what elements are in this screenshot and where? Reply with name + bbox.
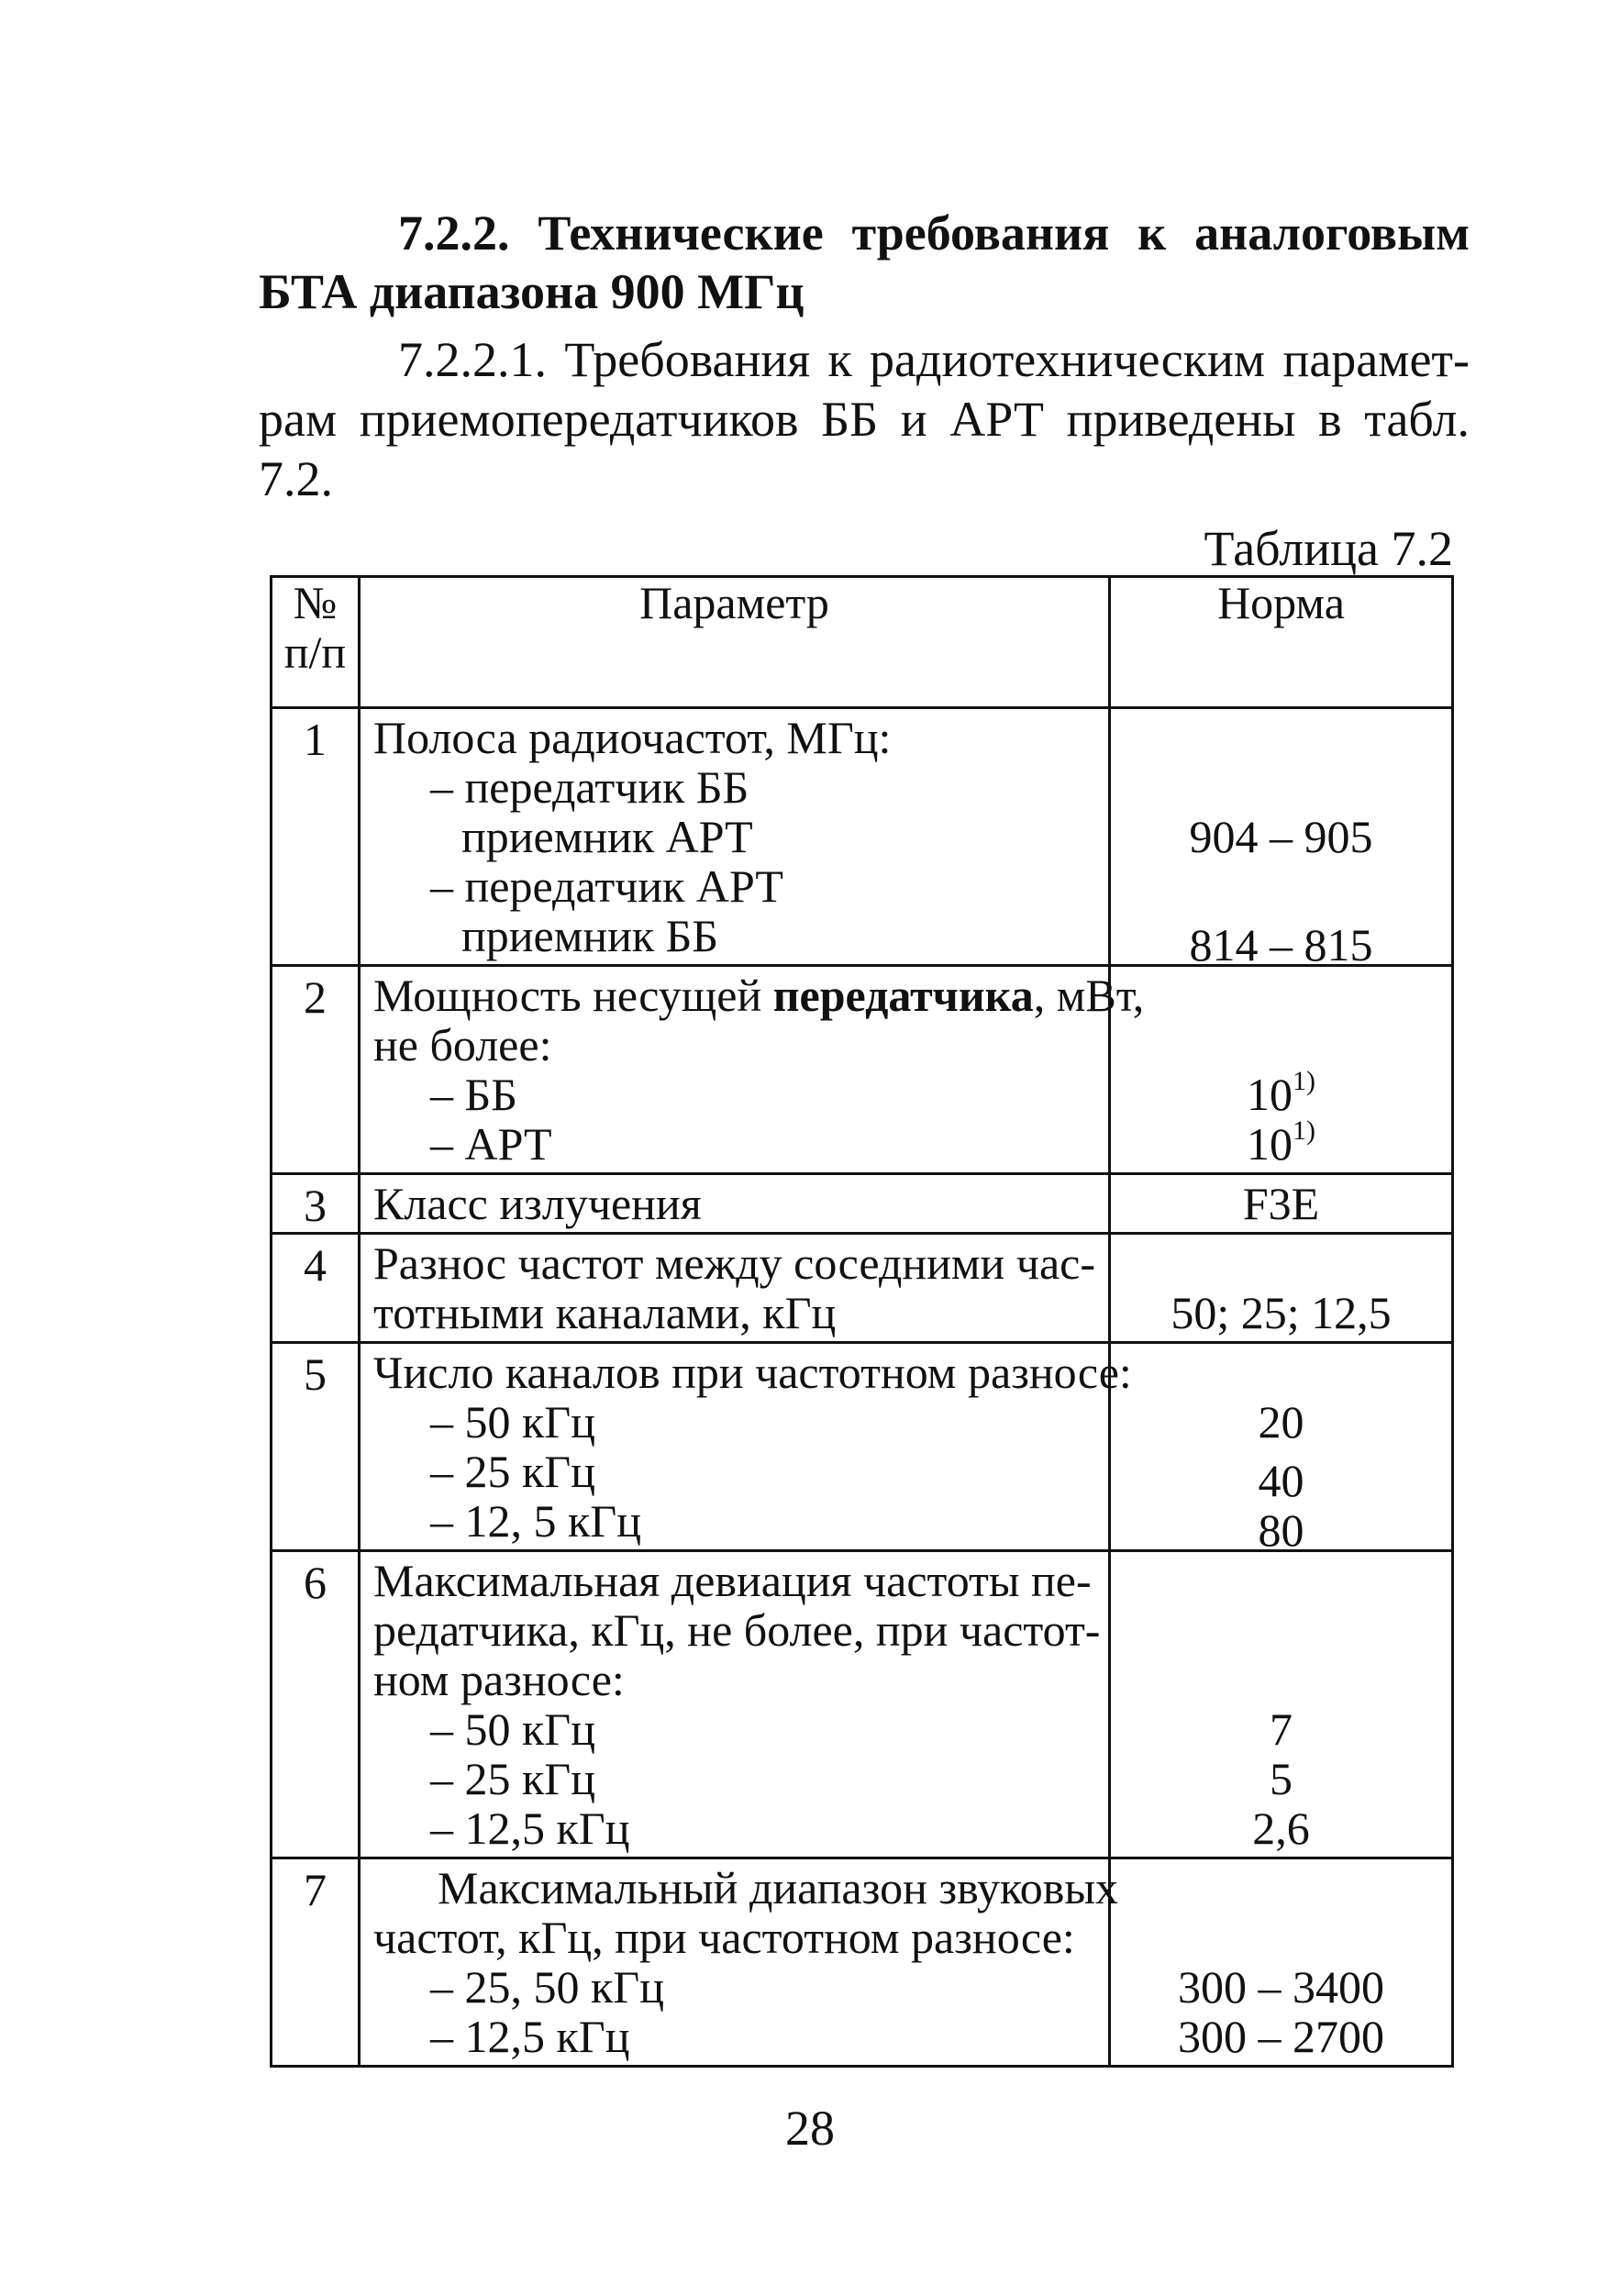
param-title: Число каналов при частотном разносе: bbox=[373, 1347, 1132, 1398]
header-norm: Норма bbox=[1110, 577, 1453, 708]
row-number: 2 bbox=[272, 966, 360, 1174]
row-norm bbox=[1110, 708, 1453, 971]
header-number-line2: п/п bbox=[283, 627, 347, 678]
header-parameter: Параметр bbox=[360, 577, 1110, 708]
header-number bbox=[272, 577, 360, 708]
norm-value: 5 bbox=[1270, 1753, 1293, 1804]
table-row bbox=[272, 966, 1453, 1174]
table-row bbox=[272, 1551, 1453, 1858]
param-title-cont: частот, кГц, при частотном разносе: bbox=[373, 1912, 1075, 1963]
param-sub: – 12,5 кГц bbox=[430, 2011, 630, 2062]
norm-value: 7 bbox=[1270, 1703, 1293, 1755]
param-sub: – 25 кГц bbox=[430, 1446, 595, 1497]
specification-table bbox=[270, 575, 1454, 2068]
row-norm bbox=[1110, 1174, 1453, 1234]
intro-paragraph: 7.2.2.1. Требования к радиотехническим парамет-рам приемопередатчиков ББ и АРТ приведены в табл. 7.2. bbox=[259, 332, 1470, 506]
row-number: 5 bbox=[272, 1343, 360, 1551]
norm-value: 904 – 905 bbox=[1189, 811, 1373, 862]
table-row bbox=[272, 1234, 1453, 1343]
norm-value: 10$^{1)}$ bbox=[1247, 1115, 1315, 1170]
row-number: 3 bbox=[272, 1174, 360, 1234]
param-sub: приемник ББ bbox=[461, 910, 719, 961]
row-parameter bbox=[360, 1551, 1110, 1858]
param-sub: – 50 кГц bbox=[430, 1396, 595, 1447]
table-row bbox=[272, 708, 1453, 966]
norm-value: 40 bbox=[1258, 1455, 1304, 1506]
param-sub: – АРТ bbox=[430, 1118, 552, 1170]
norm-value: 300 – 3400 bbox=[1178, 1961, 1384, 2013]
row-parameter bbox=[360, 1234, 1110, 1343]
row-norm bbox=[1110, 1858, 1453, 2067]
param-title: Максимальный диапазон звуковых bbox=[438, 1862, 1118, 1913]
param-sub: – 12, 5 кГц bbox=[430, 1495, 641, 1547]
row-parameter bbox=[360, 708, 1110, 966]
param-title: Разнос частот между соседними час- bbox=[373, 1237, 1095, 1289]
param-title-cont: редатчика, кГц, не более, при частот- bbox=[373, 1604, 1101, 1656]
table-caption: Таблица 7.2 bbox=[1204, 521, 1453, 576]
row-number: 6 bbox=[272, 1551, 360, 1858]
table-row bbox=[272, 1343, 1453, 1551]
table-row bbox=[272, 1858, 1453, 2067]
section-heading: 7.2.2. Технические требования к аналоговым БТА диапазона 900 МГц bbox=[259, 205, 1470, 319]
param-title-cont: ном разносе: bbox=[373, 1654, 625, 1705]
norm-value: 2,6 bbox=[1252, 1802, 1310, 1854]
param-sub: приемник АРТ bbox=[461, 811, 753, 862]
page-number: 28 bbox=[785, 2101, 835, 2156]
param-title: Класс излучения bbox=[373, 1178, 702, 1229]
row-norm bbox=[1110, 1234, 1453, 1343]
norm-value: 80 bbox=[1258, 1504, 1304, 1556]
row-number: 1 bbox=[272, 708, 360, 966]
row-norm bbox=[1110, 966, 1453, 1174]
footnote-mark: 1) bbox=[1293, 1066, 1315, 1097]
norm-value: F3E bbox=[1242, 1178, 1320, 1229]
param-sub: – 25 кГц bbox=[430, 1753, 595, 1804]
param-title-cont: не более: bbox=[373, 1019, 552, 1070]
param-sub: – 25, 50 кГц bbox=[430, 1961, 664, 2013]
param-title-cont: тотными каналами, кГц bbox=[373, 1287, 837, 1338]
row-number: 4 bbox=[272, 1234, 360, 1343]
norm-value: 20 bbox=[1258, 1396, 1304, 1447]
param-sub: – 12,5 кГц bbox=[430, 1802, 630, 1854]
table-header-row bbox=[272, 577, 1453, 708]
norm-value: 300 – 2700 bbox=[1178, 2011, 1384, 2062]
footnote-mark: 1) bbox=[1293, 1115, 1315, 1147]
row-parameter bbox=[360, 1858, 1118, 2067]
header-number-line1: № bbox=[293, 577, 338, 628]
row-norm bbox=[1110, 1551, 1453, 1858]
table-row bbox=[272, 1174, 1453, 1234]
row-number: 7 bbox=[272, 1858, 360, 2067]
norm-value: 10$^{1)}$ bbox=[1247, 1066, 1315, 1120]
row-parameter bbox=[360, 966, 1145, 1174]
param-sub: – ББ bbox=[430, 1069, 517, 1120]
param-sub: – 50 кГц bbox=[430, 1703, 595, 1755]
param-sub: – передатчик ББ bbox=[430, 761, 749, 813]
param-sub: – передатчик АРТ bbox=[430, 860, 783, 912]
row-parameter bbox=[360, 1174, 1110, 1234]
row-norm bbox=[1110, 1343, 1453, 1556]
param-title: Полоса радиочастот, МГц: bbox=[373, 712, 892, 763]
row-parameter bbox=[360, 1343, 1132, 1551]
norm-value: 50; 25; 12,5 bbox=[1171, 1287, 1392, 1338]
param-title: Максимальная девиация частоты пе- bbox=[373, 1555, 1092, 1606]
param-title: Мощность несущей передатчика, мВт, bbox=[373, 970, 1145, 1021]
norm-value: 814 – 815 bbox=[1189, 919, 1373, 971]
